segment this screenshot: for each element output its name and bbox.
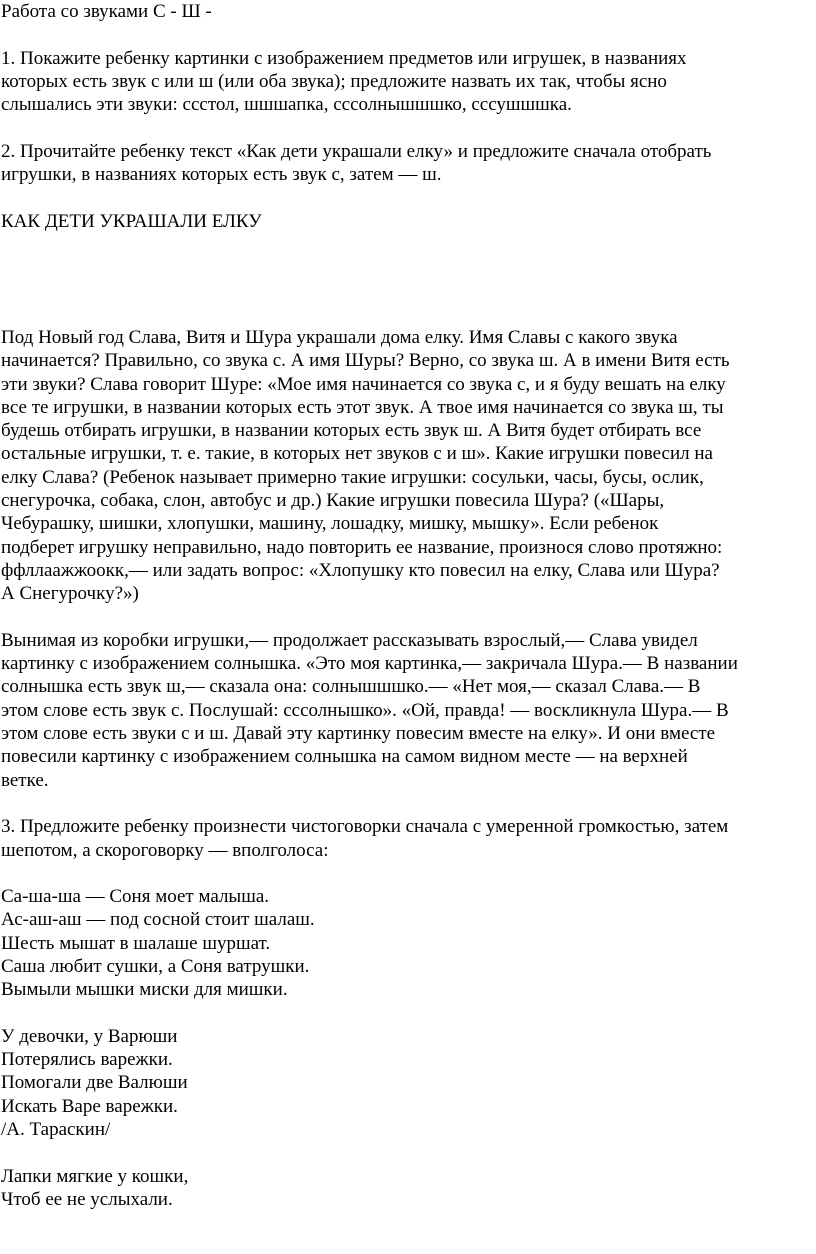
text-line: Чтоб ее не услыхали. bbox=[1, 1188, 173, 1210]
instruction-paragraph-2 bbox=[1, 140, 816, 187]
text-line: шепотом, а скороговорку — вполголоса: bbox=[1, 839, 329, 861]
blank-line bbox=[1, 792, 816, 815]
text-line: которых есть звук с или ш (или оба звука); предложите назвать их так, чтобы ясно bbox=[1, 70, 667, 92]
text-line: Са-ша-ша — Соня моет малыша. bbox=[1, 886, 270, 908]
poem-2 bbox=[1, 1165, 816, 1212]
instruction-paragraph-1 bbox=[1, 47, 816, 117]
instruction-paragraph-3 bbox=[1, 815, 816, 862]
text-line: слышались эти звуки: ссстол, шшшапка, сссолнышшшко, сссушшшка. bbox=[1, 94, 572, 116]
story-paragraph-1 bbox=[1, 326, 816, 606]
text-line: 2. Прочитайте ребенку текст «Как дети украшали елку» и предложите сначала отобрать bbox=[1, 140, 712, 162]
text-line: Чебурашку, шишки, хлопушки, машину, лошадку, мишку, мышку». Если ребенок bbox=[1, 513, 659, 535]
text-line: елку Слава? (Ребенок называет примерно такие игрушки: сосульки, часы, бусы, ослик, bbox=[1, 466, 704, 488]
text-line: солнышка есть звук ш,— сказала она: солнышшшко.— «Нет моя,— сказал Слава.— В bbox=[1, 676, 701, 698]
text-line: 3. Предложите ребенку произнести чистоговорки сначала с умеренной громкостью, затем bbox=[1, 816, 729, 838]
text-line: Потерялись варежки. bbox=[1, 1049, 173, 1071]
text-line: начинается? Правильно, со звука с. А имя Шуры? Верно, со звука ш. А в имени Витя есть bbox=[1, 350, 730, 372]
tongue-twisters bbox=[1, 885, 816, 1001]
blank-line bbox=[1, 606, 816, 629]
blank-line bbox=[1, 186, 816, 209]
blank-space bbox=[1, 233, 816, 326]
text-line: Под Новый год Слава, Витя и Шура украшали дома елку. Имя Славы с какого звука bbox=[1, 326, 678, 348]
text-line: этом слове есть звуки с и ш. Давай эту картинку повесим вместе на елку». И они вместе bbox=[1, 723, 716, 745]
text-line: Шесть мышат в шалаше шуршат. bbox=[1, 932, 271, 954]
text-line: Ас-аш-аш — под сосной стоит шалаш. bbox=[1, 909, 315, 931]
text-line: Искать Варе варежки. bbox=[1, 1095, 178, 1117]
blank-line bbox=[1, 116, 816, 139]
text-line: все те игрушки, в названии которых есть этот звук. А твое имя начинается со звука ш, ты bbox=[1, 396, 724, 418]
text-line: 1. Покажите ребенку картинки с изображением предметов или игрушек, в названиях bbox=[1, 47, 687, 69]
document-title: Работа со звуками С - Ш - bbox=[1, 1, 212, 22]
text-line: подберет игрушку неправильно, надо повторить ее название, произнося слово протяжно: bbox=[1, 536, 723, 558]
text-line: ффллаажжоокк,— или задать вопрос: «Хлопушку кто повесил на елку, Слава или Шура? bbox=[1, 559, 720, 581]
text-line: эти звуки? Слава говорит Шуре: «Мое имя начинается со звука с, и я буду вешать на елку bbox=[1, 373, 726, 395]
poem-1 bbox=[1, 1025, 816, 1141]
poem-author: /А. Тараскин/ bbox=[1, 1119, 111, 1141]
text-line: Вынимая из коробки игрушки,— продолжает рассказывать взрослый,— Слава увидел bbox=[1, 629, 698, 651]
text-line: снегурочка, собака, слон, автобус и др.) Какие игрушки повесила Шура? («Шары, bbox=[1, 490, 665, 512]
blank-line bbox=[1, 1141, 816, 1164]
story-paragraph-2 bbox=[1, 629, 816, 792]
text-line: Вымыли мышки миски для мишки. bbox=[1, 979, 288, 1001]
text-line: повесили картинку с изображением солнышка на самом видном месте — на верхней bbox=[1, 746, 688, 768]
text-line: этом слове есть звук с. Послушай: сссолнышко». «Ой, правда! — воскликнула Шура.— В bbox=[1, 699, 729, 721]
text-line: Помогали две Валюши bbox=[1, 1072, 188, 1094]
text-line: ветке. bbox=[1, 769, 49, 791]
story-title: КАК ДЕТИ УКРАШАЛИ ЕЛКУ bbox=[1, 210, 262, 232]
text-line: У девочки, у Варюши bbox=[1, 1025, 178, 1047]
blank-line bbox=[1, 862, 816, 885]
text-line: Лапки мягкие у кошки, bbox=[1, 1165, 189, 1187]
blank-line bbox=[1, 1002, 816, 1025]
text-line: картинку с изображением солнышка. «Это моя картинка,— закричала Шура.— В названии bbox=[1, 653, 738, 675]
text-line: игрушки, в названиях которых есть звук с, затем — ш. bbox=[1, 164, 442, 186]
text-line: остальные игрушки, т. е. такие, в которых нет звуков с и ш». Какие игрушки повесил на bbox=[1, 443, 713, 465]
text-line: А Снегурочку?») bbox=[1, 583, 139, 605]
blank-line bbox=[1, 23, 816, 46]
text-line: будешь отбирать игрушки, в названии которых есть звук ш. А Витя будет отбирать все bbox=[1, 420, 702, 442]
text-line: Саша любит сушки, а Соня ватрушки. bbox=[1, 955, 310, 977]
